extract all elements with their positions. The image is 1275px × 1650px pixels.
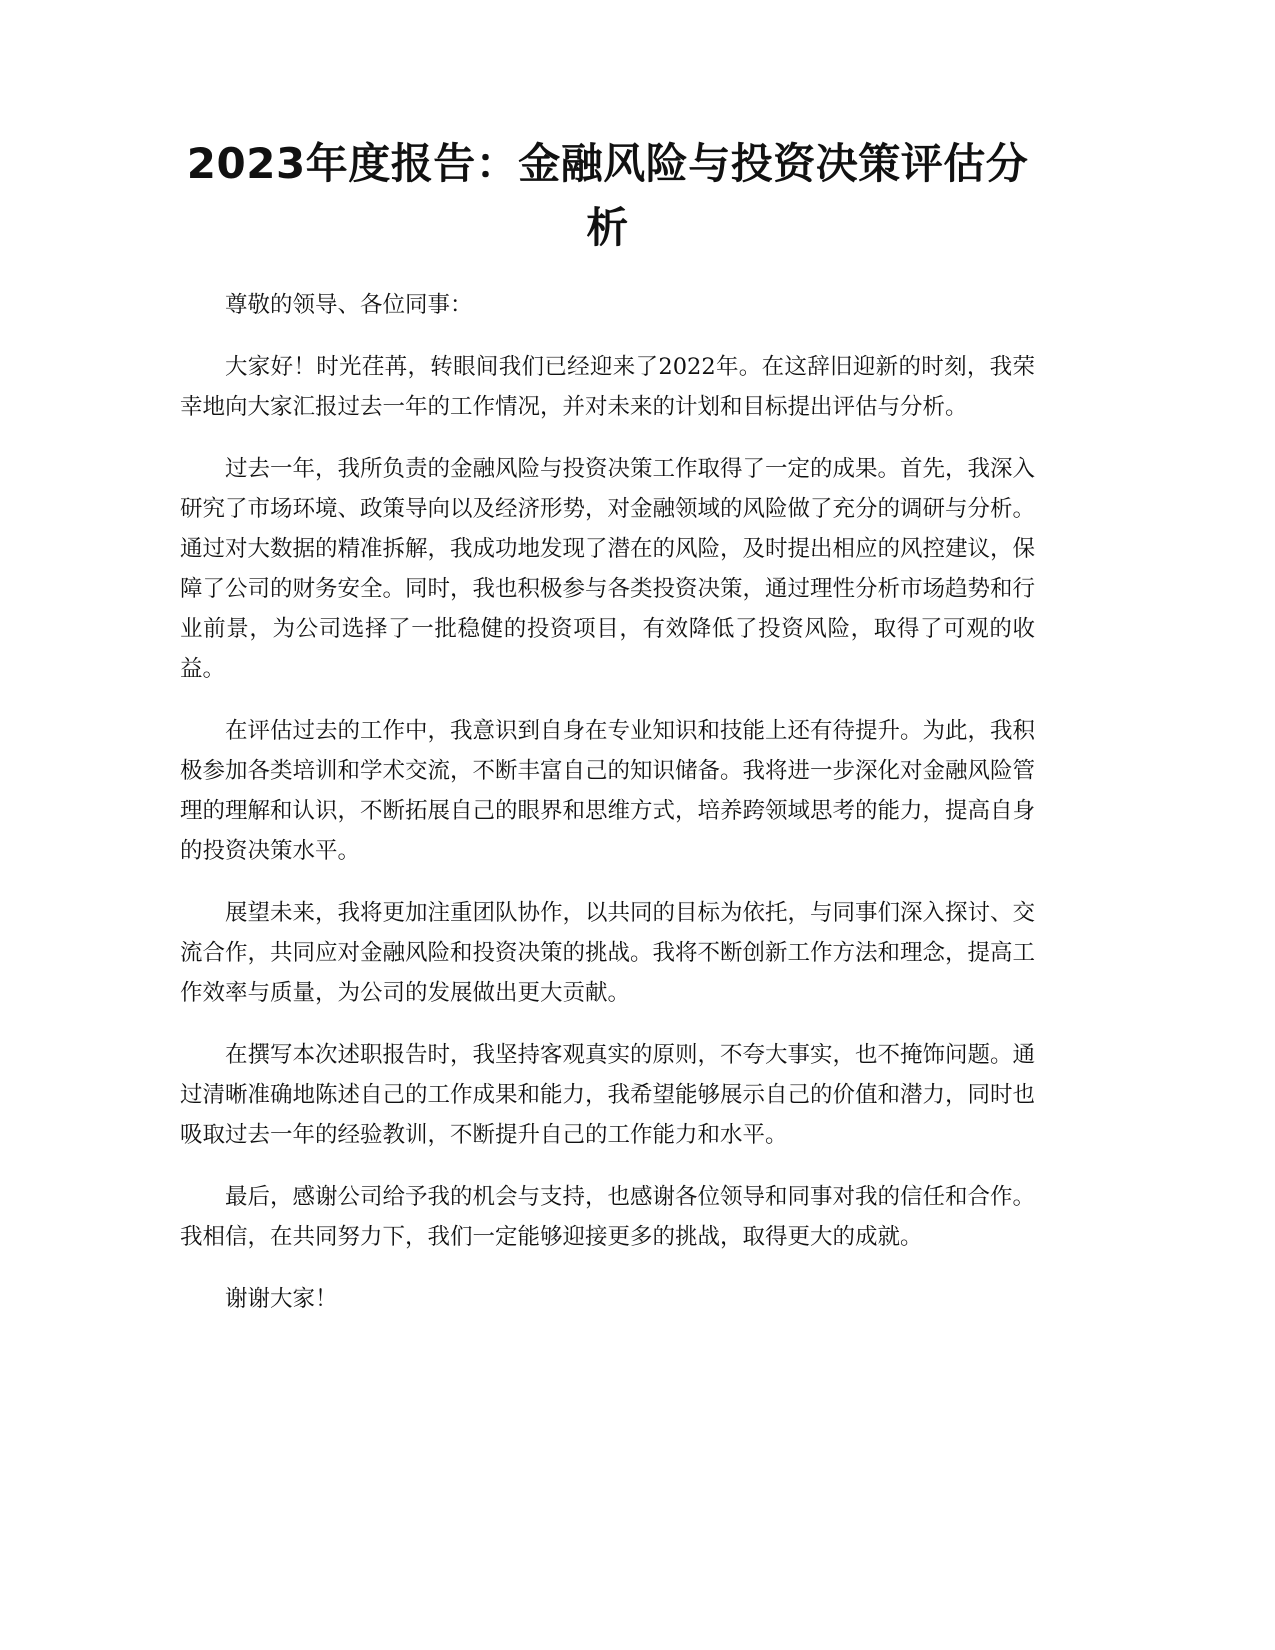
document-title: 2023年度报告：金融风险与投资决策评估分析	[186, 139, 1029, 252]
paragraph-achievements: 过去一年，我所负责的金融风险与投资决策工作取得了一定的成果。首先，我深入研究了市场环境、政策导向以及经济形势，对金融领域的风险做了充分的调研与分析。通过对大数据的精准拆解，我成功地发现了潜在的风险，及时提出相应的风控建议，保障了公司的财务安全。同时，我也积极参与各类投资决策，通过理性分析市场趋势和行业前景，为公司选择了一批稳健的投资项目，有效降低了投资风险，取得了可观的收益。	[180, 456, 1036, 682]
document-page	[180, 132, 1035, 1341]
closing: 谢谢大家！	[225, 1286, 338, 1312]
paragraph-self-assessment: 在评估过去的工作中，我意识到自身在专业知识和技能上还有待提升。为此，我积极参加各类培训和学术交流，不断丰富自己的知识储备。我将进一步深化对金融风险管理的理解和认识，不断拓展自己的眼界和思维方式，培养跨领域思考的能力，提高自身的投资决策水平。	[180, 718, 1036, 864]
salutation: 尊敬的领导、各位同事：	[225, 292, 473, 318]
paragraph-thanks: 最后，感谢公司给予我的机会与支持，也感谢各位领导和同事对我的信任和合作。我相信，在共同努力下，我们一定能够迎接更多的挑战，取得更大的成就。	[180, 1184, 1036, 1250]
paragraph-greeting: 大家好！时光荏苒，转眼间我们已经迎来了2022年。在这辞旧迎新的时刻，我荣幸地向大家汇报过去一年的工作情况，并对未来的计划和目标提出评估与分析。	[180, 354, 1035, 420]
paragraph-outlook: 展望未来，我将更加注重团队协作，以共同的目标为依托，与同事们深入探讨、交流合作，共同应对金融风险和投资决策的挑战。我将不断创新工作方法和理念，提高工作效率与质量，为公司的发展做出更大贡献。	[180, 900, 1036, 1006]
paragraph-principles: 在撰写本次述职报告时，我坚持客观真实的原则，不夸大事实，也不掩饰问题。通过清晰准确地陈述自己的工作成果和能力，我希望能够展示自己的价值和潜力，同时也吸取过去一年的经验教训，不断提升自己的工作能力和水平。	[180, 1042, 1036, 1148]
